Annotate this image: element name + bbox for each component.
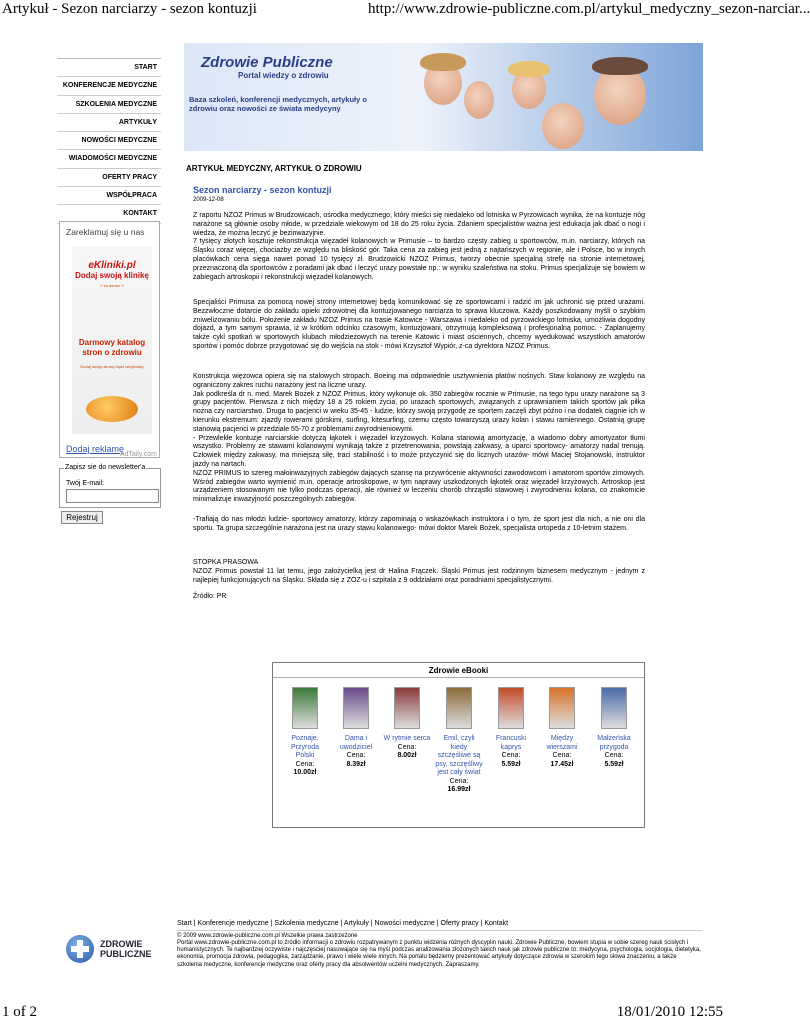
newsletter-legend: Zapisz sie do newsletter'a xyxy=(65,464,146,471)
ebook-item[interactable] xyxy=(332,683,380,769)
ebook-price: 5.59zł xyxy=(604,760,624,768)
ebook-price-label: Cena: xyxy=(449,777,469,785)
menu-item-wiadomości-medyczne[interactable]: WIADOMOŚCI MEDYCZNE xyxy=(57,150,161,168)
article-body xyxy=(193,373,645,505)
person-photo xyxy=(464,81,494,119)
person-photo xyxy=(542,103,584,149)
ebook-price-label: Cena: xyxy=(604,752,624,759)
catalog-small: Dodaj swoją stronę bądź wizytówkę xyxy=(80,364,144,369)
catalog-ad xyxy=(72,338,152,369)
article-paragraph: Z raportu NZOZ Primus w Brudzowicach, ośrodka medycznego, który mieści się niedaleko od lotniska w Pyrzowicach wynika, że na kontuzje nóg narażone są głównie osoby młode, w przedziale wiekowym od 18 do 25 roku życia. Zdaniem specjalistów ważna jest edukacja jak dbać o nogi i wiedza, że można leczyć je bezinwazyjnie. xyxy=(193,212,645,237)
ebook-cover[interactable] xyxy=(343,687,369,729)
print-page-number: 1 of 2 xyxy=(2,1004,37,1020)
ebook-price-label: Cena: xyxy=(346,752,366,759)
hair-shape xyxy=(592,57,648,75)
menu-item-nowości-medyczne[interactable]: NOWOŚCI MEDYCZNE xyxy=(57,132,161,150)
article-paragraph: -Trafiają do nas młodzi ludzie- sportowcy amatorzy, którzy zapominają o wskazówkach instruktora i o tym, że sport jest dla nich, a nie oni dla sportu. Ta grupa szczególnie narażona jest na urazy stawu kolanowego- mówi doktor Marek Bożek, specjalista ortopeda z 10-letnim stażem. xyxy=(193,516,645,532)
left-menu xyxy=(57,58,161,224)
section-title: ARTYKUŁ MEDYCZNY, ARTYKUŁ O ZDROWIU xyxy=(186,164,362,173)
ebook-cover[interactable] xyxy=(394,687,420,729)
ebook-title[interactable]: Poznaje. Przyroda Polski xyxy=(290,735,319,759)
ebook-item[interactable] xyxy=(538,683,586,769)
article-paragraph: 7 tysięcy złotych kosztuje rekonstrukcja więzadeł kolanowych w Primusie – to bardzo częsty zabieg u sportowców, m.in. narciarzy, których na Śląsku coraz więcej, chociażby ze względu na bliskość gór. Taka cena za zabieg jest jedną z najtańszych w regionie, ale i Polsce, bo w innych placówkach cena sięga nawet ponad 10 tysięcy zł. Brudzowicki NZOZ Primus, tworzy obecnie specjalną strefę na stronie internetowej, przeznaczoną dla sportowców z poradami jak dbać i leczyć urazy powstałe np.: w wyniku szaleństwa na stoku. Primus specjalizuje się bowiem w zabiegach artroskopii i rekonstrukcji więzadeł kolanowych. xyxy=(193,238,645,281)
ebook-title[interactable]: Między wierszami xyxy=(546,735,578,751)
banner-tagline: Baza szkoleń, konferencji medycznych, artykuły o zdrowiu oraz nowości ze świata medycyny xyxy=(189,95,367,113)
ebook-price: 10.00zł xyxy=(293,769,317,776)
ebook-price-label: Cena: xyxy=(501,752,521,759)
ebook-cover[interactable] xyxy=(549,687,575,729)
ekliniki-small: !! za darmo !! xyxy=(100,283,124,288)
article-body xyxy=(193,299,645,352)
ad-box xyxy=(59,221,160,458)
print-footer xyxy=(0,1004,725,1024)
article-body xyxy=(193,212,645,282)
article-body xyxy=(193,516,645,534)
catalog-title: Darmowy katalog stron o zdrowiu xyxy=(78,338,146,357)
article-paragraph: NZOZ Primus powstał 11 lat temu, jego założycielką jest dr Halina Frączek. Śląski Primus jest rodzinnym biznesem medycznym - jednym z najlepiej funkcjonujących na Śląsku. Składa się z ZOZ-u i szpitala z 9 oddziałami oraz poradniami specjalistycznymi. xyxy=(193,567,645,584)
email-input[interactable] xyxy=(66,489,159,503)
article-paragraph: Specjaliści Primusa za pomocą nowej strony internetowej będą komunikować się ze sportowcami i radzić im jak uchronić się przed urazami. Bezzwłoczne dotarcie do zakładu opieki zdrowotnej dla kontuzjowanego narciarza to sprawa kluczowa. Każdy poszkodowany myśli o szybkim zniwelizowaniu bólu. Położenie zakładu NZOZ Primus na trasie Katowice - Warszawa i niedaleko od pyrzowickiego lotniska, umożliwia dogodny dojazd, a tym samym sprawia, iż w krótkim odcinku czasowym, kontuzjowani, otrzymują kompleksową i profesjonalną pomoc. - Zaplanujemy także cykl spotkań w sportowych klubach młodzieżowych na terenie Katowic i miast ościennych, chcemy wyedukować wszystkich amatorów sportów i pomóc dobrze przygotować się do wejścia na stok - mówi Krzysztof Wypiór, z-ca dyrektora NZOZ Primus. xyxy=(193,299,645,350)
footer-logo xyxy=(66,935,161,965)
ebook-price: 5.59zł xyxy=(501,760,521,768)
article-body xyxy=(193,593,645,602)
ebook-title[interactable]: W rytmie serca xyxy=(383,735,431,742)
ebook-price-label: Cena: xyxy=(397,743,417,751)
copyright: © 2009 www.zdrowie-publiczne.com.pl Wszelkie prawa zastrzeżone xyxy=(177,933,358,939)
ekliniki-title: eKliniki.pl xyxy=(88,260,136,271)
ebook-price: 8.00zł xyxy=(397,752,417,759)
orange-image xyxy=(86,396,138,422)
article-title: Sezon narciarzy - sezon kontuzji xyxy=(193,185,332,195)
ebook-cover[interactable] xyxy=(601,687,627,729)
footer-about: Portal www.zdrowie-publiczne.com.pl to źródło informacji o zdrowiu rozpatrywanym z punktu widzenia różnych dyscyplin nauki. Zdrowie Publiczne, bowiem stupia w sobie szereg nauk ścisłych i humanistycznych. Te najbardziej oczywiste i najczęściej nasuwające się na myśl podczas analizowania złożonych takich nauk jak zdrowie publiczne to: medycyna, psychologia, socjologia, dietetyka, ekonomia, promocja zdrowia, pedagogika, zarządzanie, prawo i wiele wiele innych. Na portalu będziemy prezentować artykuły dotyczące zdrowia w szerokim tego słowa znaczeniu, a także szkolenia medyczne, konferencje medyczne oraz oferty pracy dla absolwentów uczelni medycznych. Zapraszamy. xyxy=(177,940,701,968)
ebook-item[interactable] xyxy=(487,683,535,769)
ebook-cover[interactable] xyxy=(498,687,524,729)
ebook-item[interactable] xyxy=(590,683,638,769)
ekliniki-line: Dodaj swoją klinikę xyxy=(75,271,149,280)
article-paragraph: - Przewlekłe kontuzje narciarskie dotyczą łąkotek i więzadeł krzyżowych. Kolana stanowią amortyzację, a wiadomo dobry amortyzator tłumi wszystko. Problemy ze stawami kolanowymi wynikają także z przetrenowania, powstają zakwasy, a uparci sportowcy- amatorzy nadal trenują. Człowiek między zakwasy, ma mniejszą siłę, traci stabilność i to może przyczynić się do licznych urazów- mówi Maciej Stojanowski, instruktor jazdy na nartach. xyxy=(193,434,645,468)
ebook-item[interactable] xyxy=(435,683,483,795)
hair-shape xyxy=(420,53,466,71)
header-banner xyxy=(184,43,703,151)
ebook-price: 16.99zł xyxy=(447,786,471,793)
ebook-title[interactable]: Francuski kaprys xyxy=(495,735,527,751)
ad-banner-image[interactable] xyxy=(72,246,152,434)
footer-divider xyxy=(177,930,703,931)
banner-subtitle: Portal wiedzy o zdrowiu xyxy=(238,71,329,80)
menu-item-konferencje-medyczne[interactable]: KONFERENCJE MEDYCZNE xyxy=(57,77,161,95)
ebook-item[interactable] xyxy=(383,683,431,761)
ebook-price: 8.39zł xyxy=(346,760,366,768)
ebook-cover[interactable] xyxy=(292,687,318,729)
ebook-price-label: Cena: xyxy=(295,760,315,768)
add-ad-link[interactable]: Dodaj reklamę xyxy=(66,444,125,454)
ebook-title[interactable]: Dama i uwodziciel xyxy=(339,735,373,751)
menu-item-oferty-pracy[interactable]: OFERTY PRACY xyxy=(57,169,161,187)
register-button[interactable]: Rejestruj xyxy=(61,511,103,524)
print-datetime: 18/01/2010 12:55 xyxy=(616,1004,723,1020)
footer-links[interactable]: Start | Konferencje medyczne | Szkolenia medyczne | Artykuły | Nowości medyczne | Oferty pracy | Kontakt xyxy=(177,920,509,927)
article-paragraph: Jak podkreśla dr n. med. Marek Bożek z NZOZ Primus, który wykonuje ok. 350 zabiegów rocznie w Primusie, na tego typu urazy narażone są 3 grupy pacjentów. Pierwsza z nich między 18 a 25 rokiem życia, po urazach sportowych, związanych z uprawnianiem takich sportów jak piłka nożna czy narciarstwo. Druga to pacjenci w wieku 35-45 - ludzie, którzy swoją przygodę ze sportem zaczęli zbyt późno i na dodatek ciągnie ich w kierunku ekstremum: zjazdy rowerami górskimi, surfing, kitesurfing, czemu często towarzyszą urazy kolan i stawu ramiennego. Ostatnią grupę stanowią pacjenci w przedziale 55-70 z problemami zwyrodnieniowymi. xyxy=(193,390,645,433)
ebook-item[interactable] xyxy=(281,683,329,778)
email-label: Twój E-mail: xyxy=(66,480,105,487)
menu-item-szkolenia-medyczne[interactable]: SZKOLENIA MEDYCZNE xyxy=(57,96,161,114)
ebooks-header: Zdrowie eBooki xyxy=(273,663,644,678)
banner-title: Zdrowie Publiczne xyxy=(201,54,333,71)
article-body xyxy=(193,559,645,585)
menu-item-start[interactable]: START xyxy=(57,59,161,77)
ebook-title[interactable]: Małżeńska przygoda xyxy=(597,735,631,751)
ebook-price: 17.45zł xyxy=(550,760,574,768)
newsletter-form xyxy=(59,464,161,508)
article-paragraph: NZOZ PRIMUS to szereg małoinwazyjnych zabiegów dających szansę na przywrócenie aktywności zawodowcom i amatorom sportów zimowych. Wśród zabiegów warto wymienić m.in. operacje artroskopowe, w tym naprawy uszkodzonych łąkotek oraz więzadeł krzyżowych. Artroskop jest urządzeniem stosowanym nie tylko podczas operacji, ale również w leczeniu chorób chrząstki stawowej i zwyrodnieniu kolana, co znakomicie minimalizuje inwazyjność poszczególnych zabiegów. xyxy=(193,469,645,504)
ebooks-box xyxy=(272,662,645,828)
menu-item-kontakt[interactable]: KONTAKT xyxy=(57,205,161,223)
press-heading: STOPKA PRASOWA xyxy=(193,559,259,566)
menu-item-współpraca[interactable]: WSPÓŁPRACA xyxy=(57,187,161,205)
print-header xyxy=(0,0,810,20)
ebook-cover[interactable] xyxy=(446,687,472,729)
menu-item-artykuły[interactable]: ARTYKUŁY xyxy=(57,114,161,132)
print-page-title: Artykuł - Sezon narciarzy - sezon kontuzji xyxy=(2,1,257,17)
medical-cross-icon xyxy=(66,935,94,963)
article-paragraph: Konstrukcja więzowca opiera się na stalowych stropach. Boeing ma odpowiednie usztywnienia płatów nośnych. Staw kolanowy ze względu na ograniczony zakres ruchu narażony jest na liczne urazy. xyxy=(193,373,645,389)
hair-shape xyxy=(508,61,550,77)
ad-provider: AdTaily.com xyxy=(119,451,157,458)
article-date: 2009-12-08 xyxy=(193,197,224,203)
print-url: http://www.zdrowie-publiczne.com.pl/artykul_medyczny_sezon-narciar... xyxy=(368,1,810,17)
logo-text: ZDROWIE PUBLICZNE xyxy=(100,939,152,959)
article-source: Źródło: PR xyxy=(193,593,227,600)
ekliniki-ad xyxy=(72,260,152,320)
ebook-title[interactable]: Emil, czyli kiedy szczęśliwe są psy, szczęśliwy jest cały świat xyxy=(435,735,483,776)
ebook-price-label: Cena: xyxy=(552,752,572,759)
ad-title: Zareklamuj się u nas xyxy=(66,227,145,237)
